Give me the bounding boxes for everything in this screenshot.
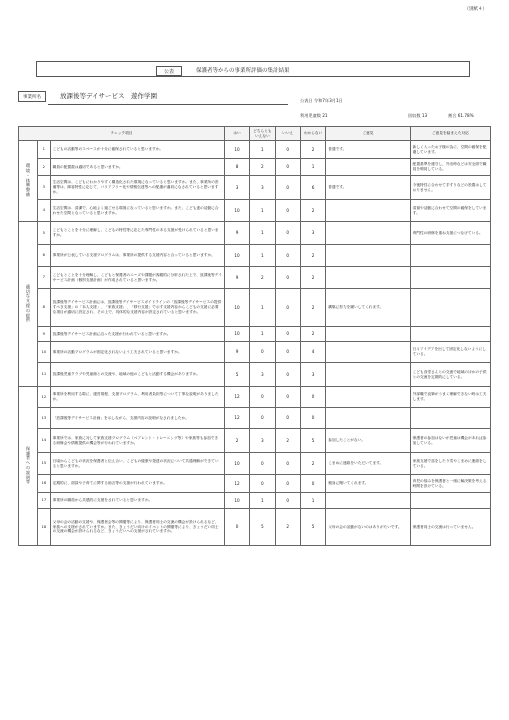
unknown-count: 1 xyxy=(300,493,325,509)
neither-count: 1 xyxy=(250,493,275,509)
response-count: 回収数 13 xyxy=(408,113,428,118)
neither-count: 0 xyxy=(250,408,275,429)
business-name: 放課後等デイサービス 遊作学園 xyxy=(60,92,158,100)
response-text: 保護者の参加はないが児童は機会があれば参加している。 xyxy=(410,429,490,453)
unknown-count: 4 xyxy=(300,342,325,363)
check-item: 事業所の活動プログラムが固定化されないよう工夫されていると思いますか。 xyxy=(50,342,224,363)
response-text xyxy=(410,408,490,429)
row-number: 13 xyxy=(38,408,51,429)
neither-count: 1 xyxy=(250,200,275,222)
table-row xyxy=(19,327,491,342)
no-count: 0 xyxy=(275,267,300,289)
check-item: 生活空間は、こどもにわかりやすく構造化された環境になっていると思いますか。また、事業所の設備等は、障害特性に応じて、バリアフリー化や情報伝達等への配慮が適切になされていると思いますか。 xyxy=(50,176,224,200)
table-row xyxy=(19,222,491,245)
no-count: 0 xyxy=(275,200,300,222)
table-body xyxy=(19,141,491,546)
neither-count: 2 xyxy=(250,267,275,289)
row-number: 8 xyxy=(38,289,51,327)
unknown-count: 0 xyxy=(300,387,325,408)
header-check-item: チェック項目 xyxy=(19,127,225,141)
unknown-count: 2 xyxy=(300,453,325,475)
table-row xyxy=(19,429,491,453)
table-row xyxy=(19,245,491,267)
check-item: 職員の配置数は適切であると思いますか。 xyxy=(50,159,224,176)
opinion-text: 参加したことがない。 xyxy=(326,429,410,453)
row-number: 14 xyxy=(38,429,51,453)
opinion-text: 父母の会の活動がないのはありがたいです。 xyxy=(326,509,410,546)
yes-count: 9 xyxy=(224,267,249,289)
neither-count: 1 xyxy=(250,141,275,159)
response-text xyxy=(410,245,490,267)
response-text xyxy=(410,289,490,327)
yes-count: 10 xyxy=(224,245,249,267)
row-number: 16 xyxy=(38,475,51,493)
yes-count: 5 xyxy=(224,363,249,387)
row-number: 11 xyxy=(38,363,51,387)
response-text: 育児の悩みを保護者と一緒に解決策を考える時間を設けている。 xyxy=(410,475,490,493)
check-item: 事業所の職員から共感的に支援をされていると思いますか。 xyxy=(50,493,224,509)
yes-count: 12 xyxy=(224,387,249,408)
response-text: 清掃や活動に合わせて空間の確保をしています。 xyxy=(410,200,490,222)
no-count: 0 xyxy=(275,176,300,200)
neither-count: 1 xyxy=(250,222,275,245)
no-count: 0 xyxy=(275,222,300,245)
row-number: 7 xyxy=(38,267,51,289)
yes-count: 8 xyxy=(224,159,249,176)
opinion-text xyxy=(326,267,410,289)
public-label: 公表 xyxy=(156,66,182,76)
row-number: 15 xyxy=(38,453,51,475)
header-opinion: ご意見 xyxy=(326,127,410,141)
form-number: （別紙４） xyxy=(464,7,487,12)
response-text: 保護者同士の交流は行っていません。 xyxy=(410,509,490,546)
unknown-count: 2 xyxy=(300,327,325,342)
neither-count: 1 xyxy=(250,327,275,342)
unknown-count: 0 xyxy=(300,408,325,429)
unknown-count: 5 xyxy=(300,509,325,546)
neither-count: 1 xyxy=(250,289,275,327)
header-unknown: わからない xyxy=(300,127,325,141)
category-label: 環 境 ・ 体 制 整 備 xyxy=(19,141,38,222)
table-row xyxy=(19,267,491,289)
unknown-count: 2 xyxy=(300,267,325,289)
response-text: こども食堂さんとの交流で地域のほかの子供との交流を定期的にしている。 xyxy=(410,363,490,387)
table-row xyxy=(19,141,491,159)
check-item: 日頃からこどもの状況を保護者と伝え合い、こどもの健康や発達の状況について共通理解ができていると思いますか。 xyxy=(50,453,224,475)
header-neither: どちらとも いえない xyxy=(250,127,275,141)
header-yes: はい xyxy=(224,127,249,141)
opinion-text: こまめに連絡をいただいてます。 xyxy=(326,453,410,475)
opinion-text xyxy=(326,493,410,509)
row-number: 4 xyxy=(38,200,51,222)
unknown-count: 2 xyxy=(300,289,325,327)
table-row xyxy=(19,387,491,408)
check-item: 「放課後等デイサービス計画」を示しながら、支援内容の説明がなされましたか。 xyxy=(50,408,224,429)
opinion-text xyxy=(326,200,410,222)
check-item: 生活空間は、清潔で、心地よく過ごせる環境になっていると思いますか。また、こども達の活動に合わせた空間となっていると思いますか。 xyxy=(50,200,224,222)
business-name-underline xyxy=(48,104,288,105)
no-count: 0 xyxy=(275,342,300,363)
table-header-row xyxy=(19,127,491,141)
response-text: 専門性の研修を重ね支援につなげている。 xyxy=(410,222,490,245)
row-number: 10 xyxy=(38,342,51,363)
yes-count: 0 xyxy=(224,509,249,546)
response-text xyxy=(410,327,490,342)
yes-count: 3 xyxy=(224,176,249,200)
yes-count: 12 xyxy=(224,475,249,493)
unknown-count: 5 xyxy=(300,429,325,453)
unknown-count: 1 xyxy=(300,159,325,176)
unknown-count: 2 xyxy=(300,245,325,267)
neither-count: 3 xyxy=(250,363,275,387)
row-number: 2 xyxy=(38,159,51,176)
header-response: ご意見を踏まえた対応 xyxy=(410,127,490,141)
yes-count: 12 xyxy=(224,408,249,429)
opinion-text xyxy=(326,159,410,176)
check-item: こどもとことを十分に理解し、こどもの特性等に応じた専門性のある支援が受けられていると思いますか。 xyxy=(50,222,224,245)
check-item: 放課後児童クラブや児童館との交流や、地域の他のこどもと活動する機会がありますか。 xyxy=(50,363,224,387)
neither-count: 0 xyxy=(250,387,275,408)
user-count: 利用児童数 21 xyxy=(300,113,328,118)
check-item: 事業所を利用する際に、運営規程、支援プログラム、利用者負担等について丁寧な説明がありましたか。 xyxy=(50,387,224,408)
check-item: 放課後等デイサービス計画には、放課後等デイサービスガイドラインの「放課後等デイサービスの提供すべき支援」の「本人支援」、「家族支援」、「移行支援」で示す支援内容からこどもの支援に必要な項目が適切に設定され、その上で、具体的な支援内容が設定されていると思いますか。 xyxy=(50,289,224,327)
response-text: 今後特性に合わせて手すりなどの設置はしておりません。 xyxy=(410,176,490,200)
response-text: 日々アイデアを出して固定化しないようにしている。 xyxy=(410,342,490,363)
neither-count: 0 xyxy=(250,475,275,493)
yes-count: 10 xyxy=(224,141,249,159)
check-item: 事業所では、家族に対して家族支援プログラム（ペアレント・トレーニング等）や家族等も参加できる研修会や情報提供の機会等が行われていますか。 xyxy=(50,429,224,453)
yes-count: 10 xyxy=(224,453,249,475)
table-row xyxy=(19,200,491,222)
table-row xyxy=(19,289,491,327)
no-count: 0 xyxy=(275,408,300,429)
publication-date: 公表日 令和7年3月1日 xyxy=(300,98,343,103)
category-label: 保 護 者 へ の 説 明 等 xyxy=(19,387,38,546)
opinion-text xyxy=(326,387,410,408)
unknown-count: 2 xyxy=(300,200,325,222)
no-count: 0 xyxy=(275,475,300,493)
neither-count: 0 xyxy=(250,453,275,475)
opinion-text xyxy=(326,408,410,429)
neither-count: 3 xyxy=(250,429,275,453)
check-item: 定期的に、面談や子育てに関する助言等の支援が行われていますか。 xyxy=(50,475,224,493)
opinion-text: 普通です。 xyxy=(326,141,410,159)
check-item: こどもの活動等のスペースが十分に確保されていると思いますか。 xyxy=(50,141,224,159)
no-count: 0 xyxy=(275,387,300,408)
table-row xyxy=(19,453,491,475)
unknown-count: 3 xyxy=(300,363,325,387)
yes-count: 9 xyxy=(224,342,249,363)
opinion-text xyxy=(326,363,410,387)
check-item: 事業所が公表している支援プログラムは、事業所の提供する支援内容と合っていると思いますか。 xyxy=(50,245,224,267)
table-row xyxy=(19,363,491,387)
row-number: 18 xyxy=(38,509,51,546)
yes-count: 9 xyxy=(224,222,249,245)
neither-count: 1 xyxy=(250,245,275,267)
check-item: 父母の会の活動の支援や、保護者会等の開催等により、保護者同士の交流の機会が設けられるなど、家族への支援がされていますか。また、きょうだい向けのイベントの開催等により、きょうだい同士の交流の機会が設けられるなど、きょうだいへの支援がされていますか。 xyxy=(50,509,224,546)
row-number: 3 xyxy=(38,176,51,200)
response-text: 家族支援で話をしたり雪やこまめに連絡をしている。 xyxy=(410,453,490,475)
table-row xyxy=(19,509,491,546)
check-item: こどもとことを十分理解し、こどもと保護者のニーズや課題が客観的に分析された上で、放課後等デイサービス計画（個別支援計画）が作成されていると思いますか。 xyxy=(50,267,224,289)
unknown-count: 2 xyxy=(300,141,325,159)
opinion-text: 構築に努力を願いしてくれます。 xyxy=(326,289,410,327)
unknown-count: 6 xyxy=(300,176,325,200)
opinion-text: 普通です。 xyxy=(326,176,410,200)
opinion-text xyxy=(326,327,410,342)
yes-count: 10 xyxy=(224,327,249,342)
opinion-text xyxy=(326,222,410,245)
row-number: 6 xyxy=(38,245,51,267)
category-label: 適 切 な 支 援 の 提 供 xyxy=(19,222,38,387)
yes-count: 10 xyxy=(224,289,249,327)
no-count: 2 xyxy=(275,429,300,453)
opinion-text xyxy=(326,245,410,267)
no-count: 0 xyxy=(275,159,300,176)
row-number: 1 xyxy=(38,141,51,159)
table-row xyxy=(19,493,491,509)
no-count: 0 xyxy=(275,289,300,327)
opinion-text xyxy=(326,342,410,363)
table-row xyxy=(19,176,491,200)
response-text: 外部職で直筆がうまく理解できない時は工夫します。 xyxy=(410,387,490,408)
opinion-text: 親身に聞いてくれます。 xyxy=(326,475,410,493)
no-count: 0 xyxy=(275,245,300,267)
neither-count: 2 xyxy=(250,159,275,176)
yes-count: 2 xyxy=(224,429,249,453)
check-item: 放課後等デイサービス計画に沿った支援が行われていると思いますか。 xyxy=(50,327,224,342)
collection-rate: 割合 61.78% xyxy=(448,113,474,118)
row-number: 17 xyxy=(38,493,51,509)
header-no: いいえ xyxy=(275,127,300,141)
table-row xyxy=(19,342,491,363)
no-count: 0 xyxy=(275,493,300,509)
response-text: 新しく入ったお子様の為に、空間の確保を配慮しています。 xyxy=(410,141,490,159)
document-title: 保護者等からの事業所評価の集計結果 xyxy=(196,68,290,74)
neither-count: 5 xyxy=(250,509,275,546)
no-count: 0 xyxy=(275,363,300,387)
business-label: 事業所名 xyxy=(18,91,46,102)
yes-count: 10 xyxy=(224,493,249,509)
response-text xyxy=(410,493,490,509)
evaluation-table xyxy=(18,126,491,546)
unknown-count: 3 xyxy=(300,222,325,245)
unknown-count: 0 xyxy=(300,475,325,493)
row-number: 5 xyxy=(38,222,51,245)
row-number: 12 xyxy=(38,387,51,408)
neither-count: 0 xyxy=(250,342,275,363)
table-row xyxy=(19,475,491,493)
row-number: 9 xyxy=(38,327,51,342)
response-text xyxy=(410,267,490,289)
no-count: 0 xyxy=(275,141,300,159)
table-row xyxy=(19,159,491,176)
table-row xyxy=(19,408,491,429)
no-count: 2 xyxy=(275,509,300,546)
neither-count: 3 xyxy=(250,176,275,200)
yes-count: 10 xyxy=(224,200,249,222)
no-count: 0 xyxy=(275,453,300,475)
no-count: 0 xyxy=(275,327,300,342)
response-text: 配置基準を遵守し、外出時などは安全面で職員を増員している。 xyxy=(410,159,490,176)
